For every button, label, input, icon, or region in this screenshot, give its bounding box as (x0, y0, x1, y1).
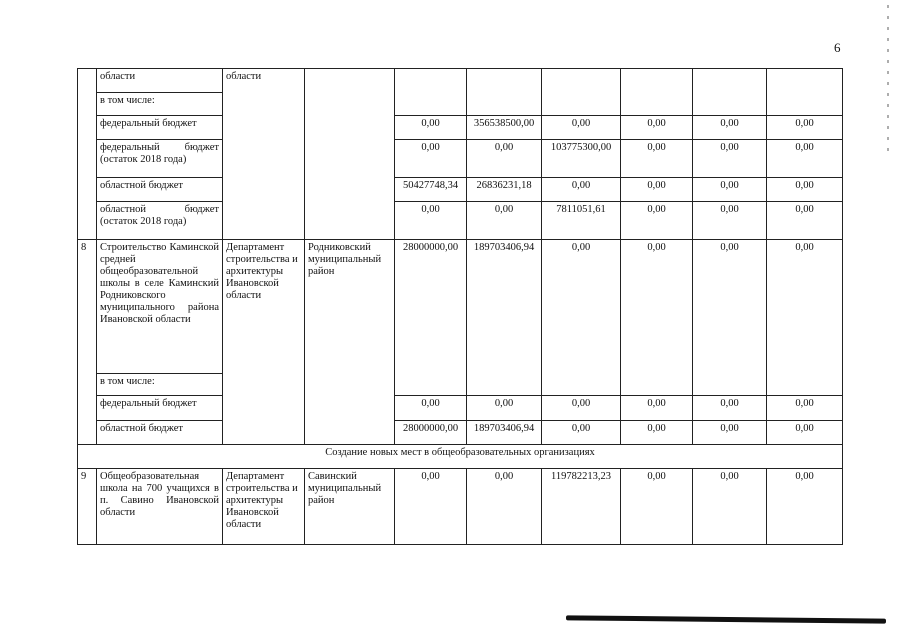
table-row (78, 421, 843, 445)
value-cell: 0,00 (542, 116, 621, 140)
value-cell: 0,00 (542, 421, 621, 445)
value-cell: 0,00 (767, 396, 843, 421)
value-cell: 0,00 (467, 202, 542, 240)
row-description: области (97, 69, 223, 93)
row-description: областной бюджет (97, 421, 223, 445)
value-cell: 0,00 (767, 421, 843, 445)
row-description: Общеобразовательная школа на 700 учащихся в п. Савино Ивановской области (97, 469, 223, 545)
value-cell: 0,00 (621, 421, 693, 445)
value-cell: 0,00 (693, 396, 767, 421)
value-cell: 0,00 (621, 178, 693, 202)
value-cell (693, 69, 767, 116)
value-cell: 0,00 (767, 240, 843, 396)
value-cell: 0,00 (693, 469, 767, 545)
row-department: Департамент строительства и архитектуры Ивановской области (223, 469, 305, 545)
value-cell: 0,00 (542, 240, 621, 396)
table-row (78, 140, 843, 178)
value-cell: 28000000,00 (395, 421, 467, 445)
row-number: 9 (78, 469, 97, 545)
value-cell: 0,00 (693, 202, 767, 240)
value-cell: 0,00 (693, 240, 767, 396)
row-description: областной бюджет (остаток 2018 года) (97, 202, 223, 240)
value-cell: 0,00 (542, 178, 621, 202)
table-row (78, 202, 843, 240)
value-cell: 0,00 (621, 202, 693, 240)
value-cell: 0,00 (621, 116, 693, 140)
table-row (78, 469, 843, 545)
value-cell: 0,00 (467, 140, 542, 178)
value-cell: 0,00 (395, 140, 467, 178)
value-cell: 189703406,94 (467, 240, 542, 396)
budget-table (77, 68, 843, 545)
value-cell: 356538500,00 (467, 116, 542, 140)
page-number: 6 (834, 40, 841, 55)
row-department: области (223, 69, 305, 240)
value-cell (395, 69, 467, 116)
value-cell: 0,00 (767, 116, 843, 140)
value-cell: 0,00 (467, 469, 542, 545)
value-cell: 0,00 (467, 396, 542, 421)
value-cell: 189703406,94 (467, 421, 542, 445)
row-description: федеральный бюджет (97, 396, 223, 421)
section-title: Создание новых мест в общеобразовательных организациях (78, 445, 843, 469)
value-cell: 0,00 (395, 116, 467, 140)
value-cell: 50427748,34 (395, 178, 467, 202)
value-cell: 0,00 (693, 116, 767, 140)
value-cell: 0,00 (693, 421, 767, 445)
section-header-row (78, 445, 843, 469)
value-cell: 0,00 (693, 140, 767, 178)
row-description: Строительство Каминской средней общеобразовательной школы в селе Каминский Родниковского муниципального района Ивановской области (97, 240, 223, 374)
row-description: в том числе: (97, 93, 223, 116)
value-cell (767, 69, 843, 116)
value-cell (467, 69, 542, 116)
value-cell: 0,00 (621, 240, 693, 396)
scan-edge-marks (887, 5, 889, 155)
value-cell: 0,00 (621, 140, 693, 178)
value-cell: 28000000,00 (395, 240, 467, 396)
row-description: федеральный бюджет (97, 116, 223, 140)
row-number (78, 69, 97, 240)
value-cell: 0,00 (767, 140, 843, 178)
value-cell: 7811051,61 (542, 202, 621, 240)
table-row (78, 396, 843, 421)
value-cell: 0,00 (395, 396, 467, 421)
table-row (78, 240, 843, 374)
value-cell: 0,00 (621, 469, 693, 545)
value-cell: 103775300,00 (542, 140, 621, 178)
table-row (78, 69, 843, 93)
value-cell: 0,00 (767, 202, 843, 240)
row-municipality (305, 69, 395, 240)
value-cell: 0,00 (395, 202, 467, 240)
value-cell (621, 69, 693, 116)
row-description: областной бюджет (97, 178, 223, 202)
table-row (78, 116, 843, 140)
value-cell: 0,00 (767, 178, 843, 202)
value-cell (542, 69, 621, 116)
value-cell: 119782213,23 (542, 469, 621, 545)
value-cell: 0,00 (693, 178, 767, 202)
value-cell: 0,00 (767, 469, 843, 545)
row-municipality: Савинский муниципальный район (305, 469, 395, 545)
table-row (78, 178, 843, 202)
value-cell: 0,00 (395, 469, 467, 545)
row-number: 8 (78, 240, 97, 445)
scan-artifact-bar (566, 615, 886, 623)
row-description: федеральный бюджет (остаток 2018 года) (97, 140, 223, 178)
value-cell: 0,00 (621, 396, 693, 421)
value-cell: 0,00 (542, 396, 621, 421)
row-municipality: Родниковский муниципальный район (305, 240, 395, 445)
row-department: Департамент строительства и архитектуры Ивановской области (223, 240, 305, 445)
row-description: в том числе: (97, 374, 223, 396)
value-cell: 26836231,18 (467, 178, 542, 202)
